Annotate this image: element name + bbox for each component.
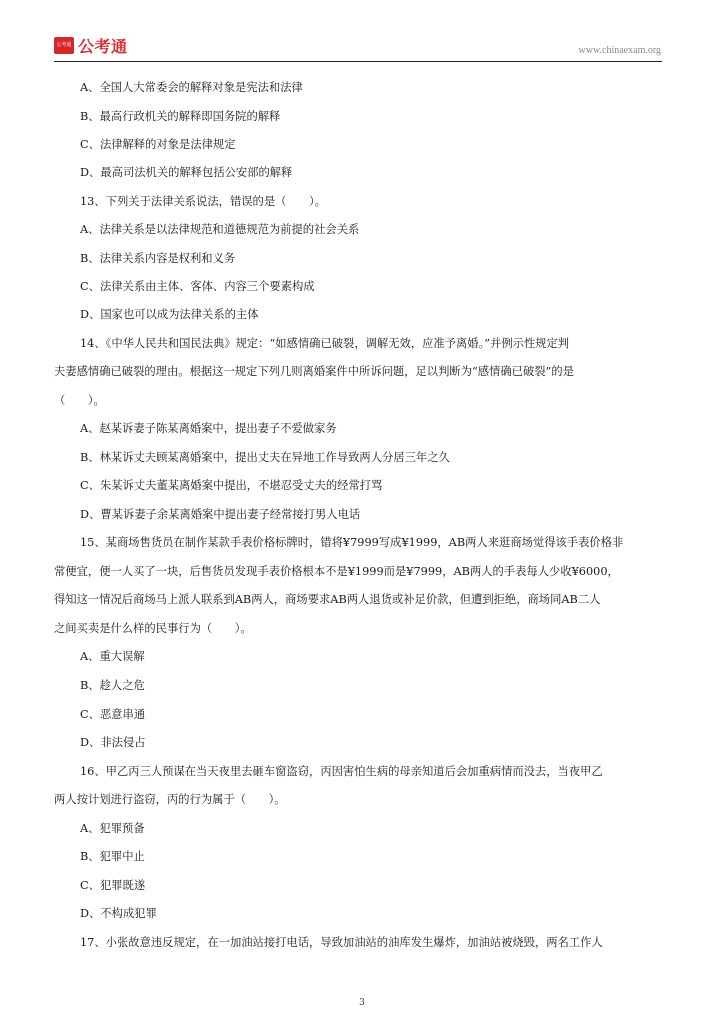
- q14-stem-line: 夫妻感情确已破裂的理由。根据这一规定下列几则离婚案件中所诉问题，足以判断为“感情确已破裂”的是: [54, 365, 574, 378]
- q14-stem-line: 14、《中华人民共和国民法典》规定：“如感情确已破裂，调解无效，应准予离婚。”并例示性规定判: [80, 337, 570, 350]
- q14-stem-line: （ ）。: [54, 394, 105, 407]
- q15-stem-line: 常便宜，便一人买了一块，后售货员发现手表价格根本不是¥1999而是¥7999，AB两人的手表每人少收¥6000，: [54, 565, 619, 578]
- q15-option-a: A、重大误解: [80, 650, 145, 663]
- q16-option-a: A、犯罪预备: [80, 822, 145, 835]
- q13-option-d: D、国家也可以成为法律关系的主体: [80, 308, 259, 321]
- q15-option-d: D、非法侵占: [80, 736, 146, 749]
- q14-option-a: A、赵某诉妻子陈某离婚案中，提出妻子不爱做家务: [80, 422, 337, 435]
- q13-option-c: C、法律关系由主体、客体、内容三个要素构成: [80, 280, 315, 293]
- q12-option-b: B、最高行政机关的解释即国务院的解释: [80, 110, 281, 123]
- q12-option-a: A、全国人大常委会的解释对象是宪法和法律: [80, 81, 303, 94]
- page-number: 3: [359, 998, 365, 1008]
- logo-text: 公考通: [78, 36, 128, 56]
- q15-option-c: C、恶意串通: [80, 708, 146, 721]
- logo-badge: 公考通: [54, 37, 74, 54]
- q17-stem-line: 17、小张故意违反规定，在一加油站接打电话，导致加油站的油库发生爆炸，加油站被烧毁，两名工作人: [80, 936, 603, 949]
- q14-option-b: B、林某诉丈夫顾某离婚案中，提出丈夫在异地工作导致两人分居三年之久: [80, 451, 450, 464]
- q14-option-c: C、朱某诉丈夫董某离婚案中提出，不堪忍受丈夫的经常打骂: [80, 479, 383, 492]
- q13-option-b: B、法律关系内容是权利和义务: [80, 252, 236, 265]
- q15-stem-line: 得知这一情况后商场马上派人联系到AB两人，商场要求AB两人退货或补足价款，但遭到拒绝，商场同AB二人: [54, 593, 601, 606]
- page-header: [0, 0, 724, 62]
- q15-stem-line: 之间买卖是什么样的民事行为（ ）。: [54, 622, 252, 635]
- q15-stem-line: 15、某商场售货员在制作某款手表价格标牌时，错将¥7999写成¥1999，AB两人来逛商场觉得该手表价格非: [80, 536, 624, 549]
- q13-option-a: A、法律关系是以法律规范和道德规范为前提的社会关系: [80, 223, 360, 236]
- q12-option-c: C、法律解释的对象是法律规定: [80, 138, 236, 151]
- q16-option-d: D、不构成犯罪: [80, 907, 157, 920]
- logo: [54, 35, 128, 55]
- header-divider: [54, 61, 662, 62]
- q16-option-b: B、犯罪中止: [80, 850, 145, 863]
- q16-stem-line: 两人按计划进行盗窃，丙的行为属于（ ）。: [54, 793, 286, 806]
- site-url: www.chinaexam.org: [578, 45, 661, 56]
- q12-option-d: D、最高司法机关的解释包括公安部的解释: [80, 166, 293, 179]
- q15-option-b: B、趁人之危: [80, 679, 145, 692]
- q13-stem: 13、下列关于法律关系说法，错误的是（ ）。: [80, 195, 326, 208]
- q14-option-d: D、曹某诉妻子余某离婚案中提出妻子经常接打男人电话: [80, 508, 361, 521]
- q16-option-c: C、犯罪既遂: [80, 879, 146, 892]
- q16-stem-line: 16、甲乙丙三人预谋在当天夜里去砸车窗盗窃，丙因害怕生病的母亲知道后会加重病情而没去，当夜甲乙: [80, 765, 603, 778]
